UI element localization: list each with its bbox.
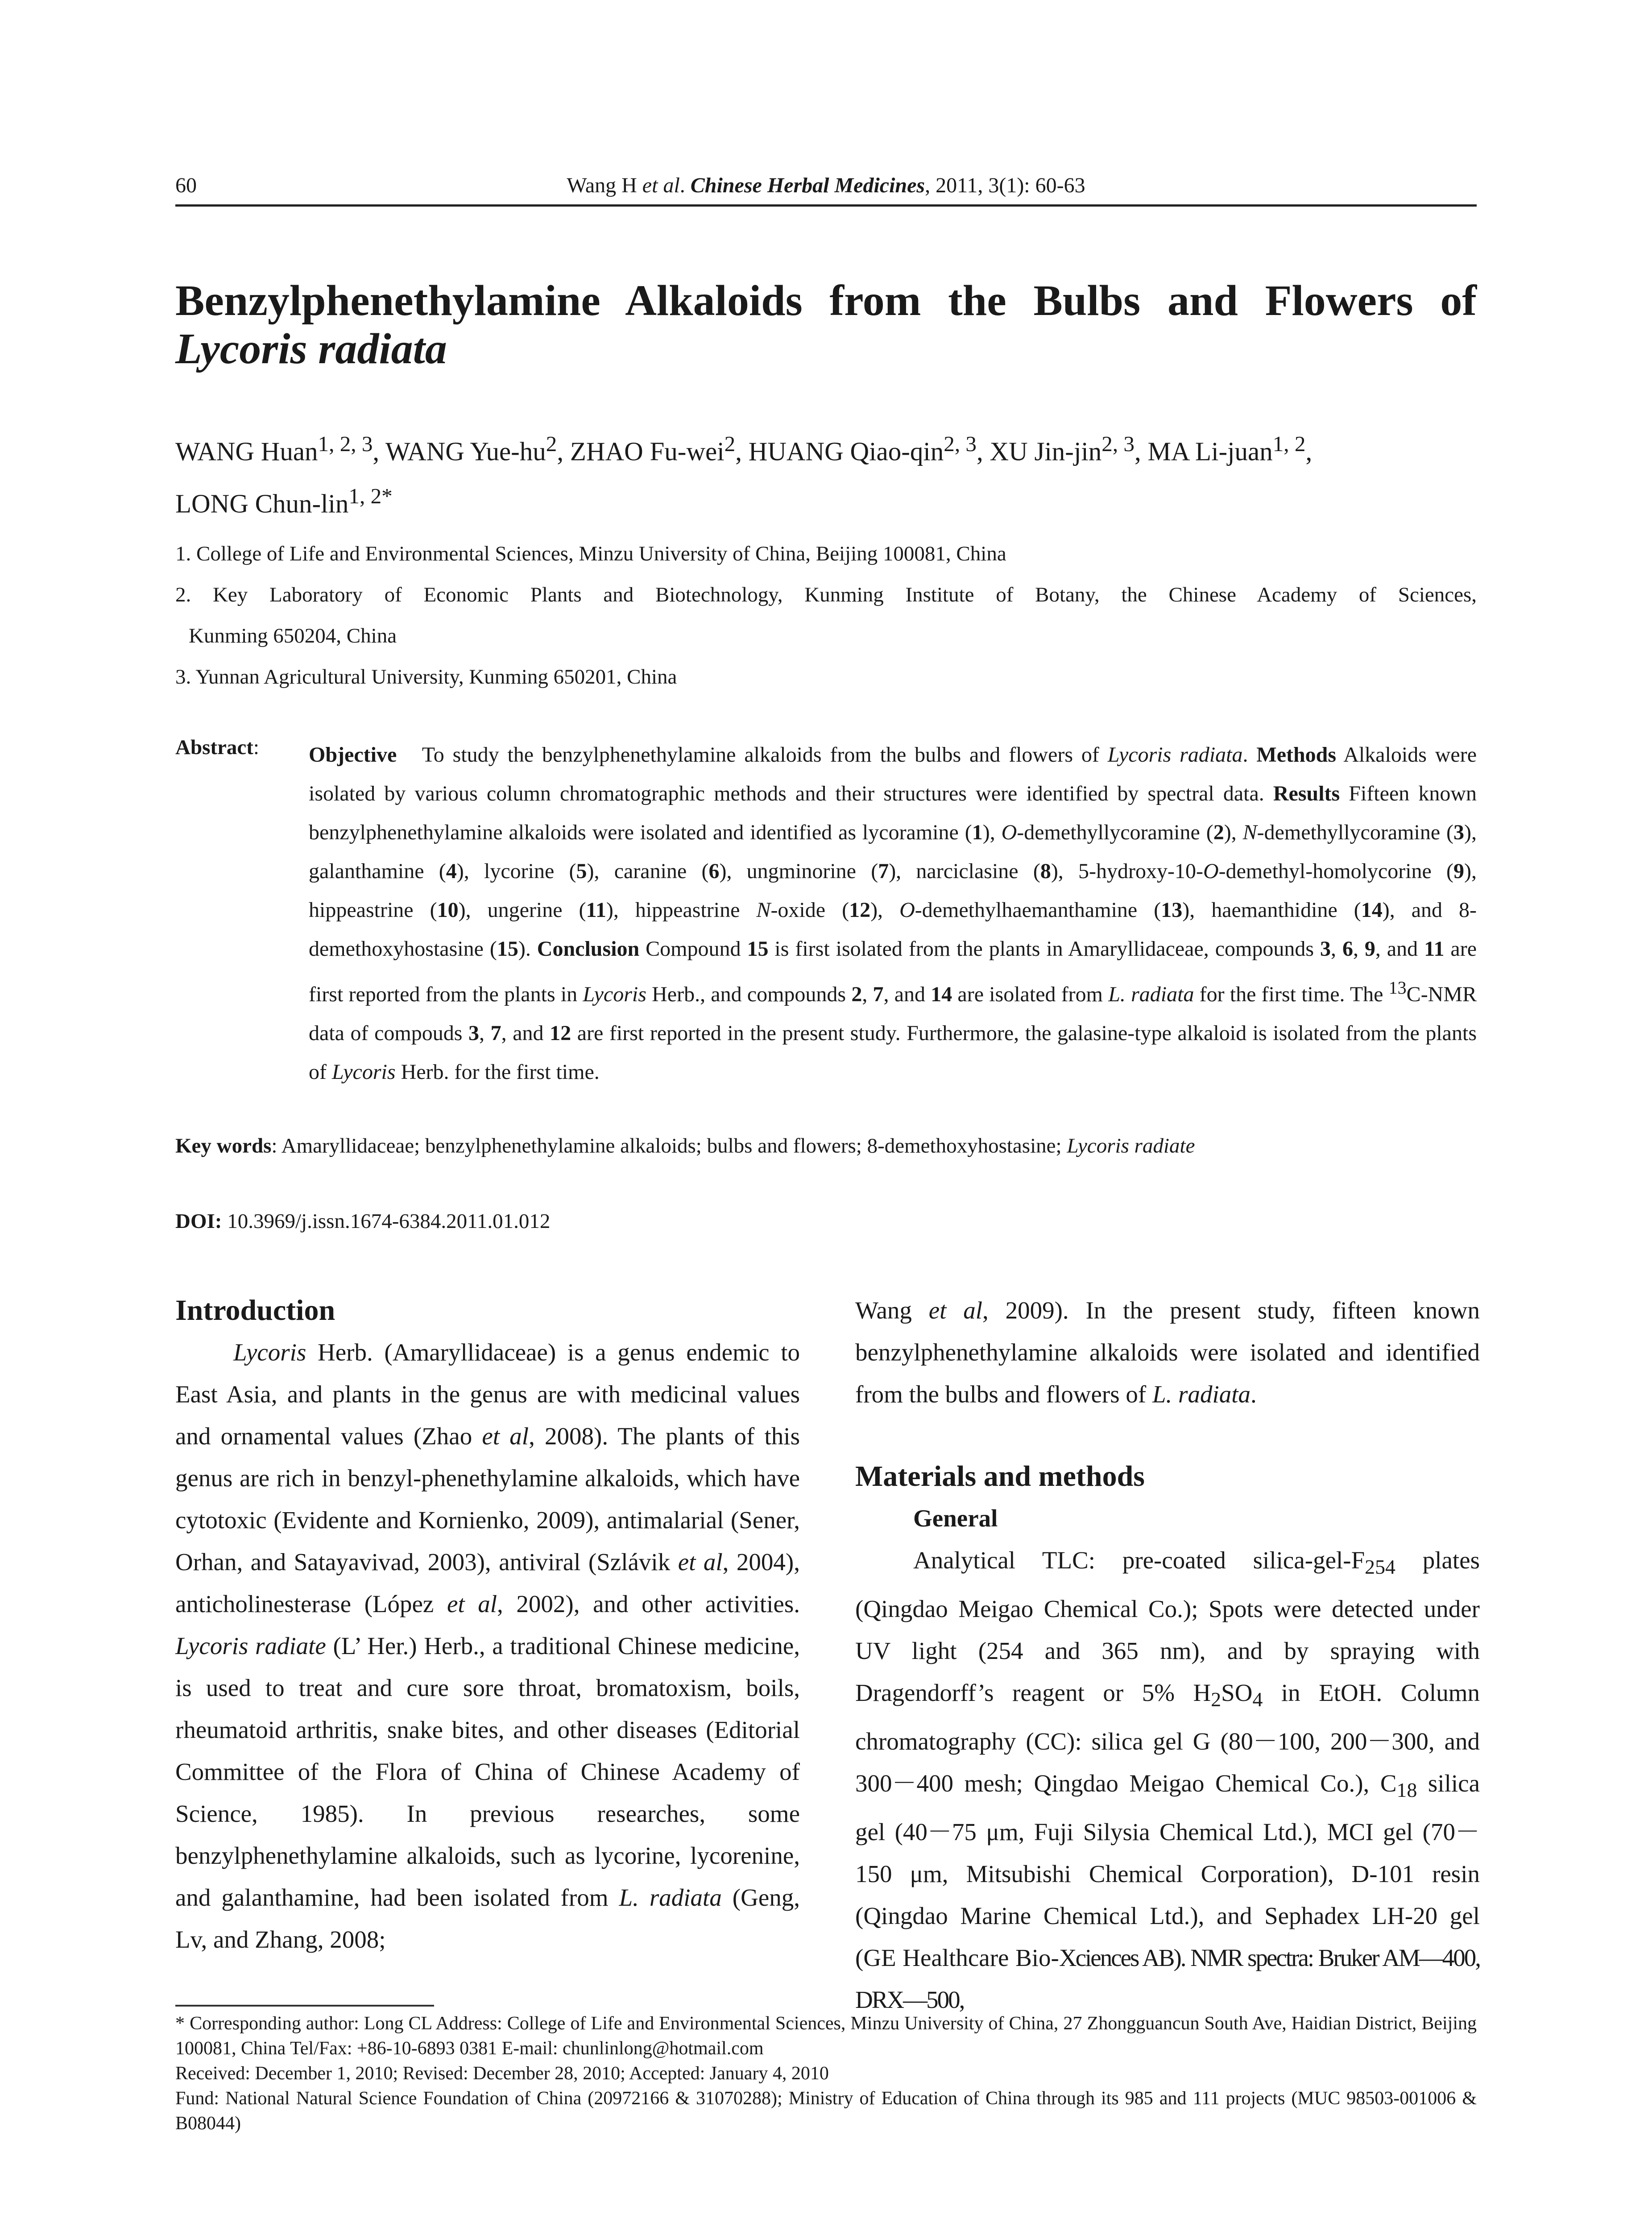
running-head-etal: et al (642, 174, 680, 197)
article-title: Benzylphenethylamine Alkaloids from the Bulbs and Flowers of Lycoris radiata (175, 277, 1477, 373)
doi-link[interactable]: 10.3969/j.issn.1674-6384.2011.01.012 (222, 1210, 551, 1233)
introduction-paragraph: Lycoris Herb. (Amaryllidaceae) is a genus endemic to East Asia, and plants in the genus are with medicinal values and ornamental values (Zhao et al, 2008). The plants of this genus are rich in benzyl-phenethylamine alkaloids, which have cytotoxic (Evidente and Kornienko, 2009), antimalarial (Sener, Orhan, and Satayavivad, 2003), antiviral (Szlávik et al, 2004), anticholinesterase (López et al, 2002), and other activities. Lycoris radiate (L’ Her.) Herb., a traditional Chinese medicine, is used to treat and cure sore throat, bromatoxism, boils, rheumatoid arthritis, snake bites, and other diseases (Editorial Committee of the Flora of China of Chinese Academy of Science, 1985). In previous researches, some benzylphenethylamine alkaloids, such as lycorine, lycorenine, and galanthamine, had been isolated from L. radiata (Geng, Lv, and Zhang, 2008; (175, 1339, 800, 1953)
affiliation-2-cont: Kunming 650204, China (189, 624, 397, 647)
conclusion-label: Conclusion (537, 937, 640, 961)
journal-name: Chinese Herbal Medicines (690, 174, 925, 197)
affiliations (175, 533, 1477, 697)
running-head: Wang H et al. Chinese Herbal Medicines, 2011, 3(1): 60-63 (567, 174, 1085, 197)
title-species: Lycoris radiata (175, 325, 447, 373)
received-dates: Received: December 1, 2010; Revised: December 28, 2010; Accepted: January 4, 2010 (175, 2063, 829, 2084)
affiliation-1: 1. College of Life and Environmental Sciences, Minzu University of China, Beijing 100081, China (175, 542, 1006, 565)
corresponding-author-note: * Corresponding author: Long CL Address: College of Life and Environmental Sciences, Minzu University of China, 27 Zhongguancun South Ave, Haidian District, Beijing 100081, China Tel/Fax: +86-10-6893 0381 E-mail: chunlinlong@hotmail.com (175, 2013, 1477, 2059)
affiliation-2: 2. Key Laboratory of Economic Plants and Biotechnology, Kunming Institute of Botany, the Chinese Academy of Sciences, (175, 583, 1477, 606)
objective-label: Objective (309, 743, 397, 767)
running-head-citation: , 2011, 3(1): 60-63 (925, 174, 1085, 197)
abstract-body: Objective To study the benzylphenethylamine alkaloids from the bulbs and flowers of Lycoris radiata. Methods Alkaloids were isolated by various column chromatographic methods and their structures were identified by spectral data. Results Fifteen known benzylphenethylamine alkaloids were isolated and identified as lycoramine (1), O-demethyllycoramine (2), N-demethyllycoramine (3), galanthamine (4), lycorine (5), caranine (6), ungminorine (7), narciclasine (8), 5-hydroxy-10-O-demethyl-homolycorine (9), hippeastrine (10), ungerine (11), hippeastrine N-oxide (12), O-demethylhaemanthamine (13), haemanthidine (14), and 8-demethoxyhostasine (15). Conclusion Compound 15 is first isolated from the plants in Amaryllidaceae, compounds 3, 6, 9, and 11 are first reported from the plants in Lycoris Herb., and compounds 2, 7, and 14 are isolated from L. radiata for the first time. The $^{13}$C-NMR data of compouds 3, 7, and 12 are first reported in the present study. Furthermore, the galasine-type alkaloid is isolated from the plants of Lycoris Herb. for the first time. (309, 743, 1477, 1084)
doi-label: DOI: (175, 1210, 222, 1233)
author-list: WANG Huan$^{1, 2, 3}$, WANG Yue-$hu^2$, ZHAO Fu-wei$^2$, HUANG Qiao-qin$^{2, 3}$, XU Jin-jin$^{2, 3}$, MA Li-juan$^{1, 2}$, LONG Chun-lin$^{1, 2*}$ (175, 431, 1312, 518)
keywords-label: Key words (175, 1134, 272, 1157)
introduction-continued: Wang et al, 2009). In the present study, fifteen known benzylphenethylamine alkaloids were isolated and identified from the bulbs and flowers of L. radiata. (855, 1297, 1480, 1408)
abstract-label: Abstract: (175, 736, 259, 759)
right-column (855, 1290, 1480, 2021)
keywords: Key words: Amaryllidaceae; benzylphenethylamine alkaloids; bulbs and flowers; 8-demethoxyhostasine; Lycoris radiate (175, 1134, 1195, 1157)
footnote-divider (175, 2005, 434, 2007)
doi (175, 1209, 550, 1233)
page-header (175, 173, 1477, 207)
running-head-author: Wang H (567, 174, 642, 197)
page-number: 60 (175, 174, 197, 197)
methods-heading: Materials and methods (855, 1460, 1145, 1493)
methods-label: Methods (1256, 743, 1337, 767)
results-label: Results (1273, 782, 1340, 805)
funding-note: Fund: National Natural Science Foundation of China (20972166 & 31070288); Ministry of Education of China through its 985 and 111 projects (MUC 98503-001006 & B08044) (175, 2088, 1477, 2134)
methods-paragraph: Analytical TLC: pre-coated silica-$gel-F_{254}$ plates (Qingdao Meigao Chemical Co.); Spots were detected under UV light (254 and 365 nm), and by spraying with Dragendorff’s reagent or 5% $H_2SO_4$ in EtOH. Column chromatography (CC): silica gel G (80－100, 200－300, and 300－400 mesh; Qingdao Meigao Chemical Co.), $C_{18}$ silica gel (40－75 μm, Fuji Silysia Chemical Ltd.), MCI gel (70－150 μm, Mitsubishi Chemical Corporation), D-101 resin (Qingdao Marine Chemical Ltd.), and Sephadex LH-20 gel (GE Healthcare Bio-Xciences AB). NMR spectra: Bruker AM—400, DRX—500, (855, 1547, 1480, 2013)
left-column (175, 1290, 800, 1961)
affiliation-3: 3. Yunnan Agricultural University, Kunming 650201, China (175, 665, 677, 688)
introduction-heading: Introduction (175, 1294, 335, 1327)
footnotes (175, 2011, 1477, 2136)
general-subheading: General (913, 1505, 998, 1532)
